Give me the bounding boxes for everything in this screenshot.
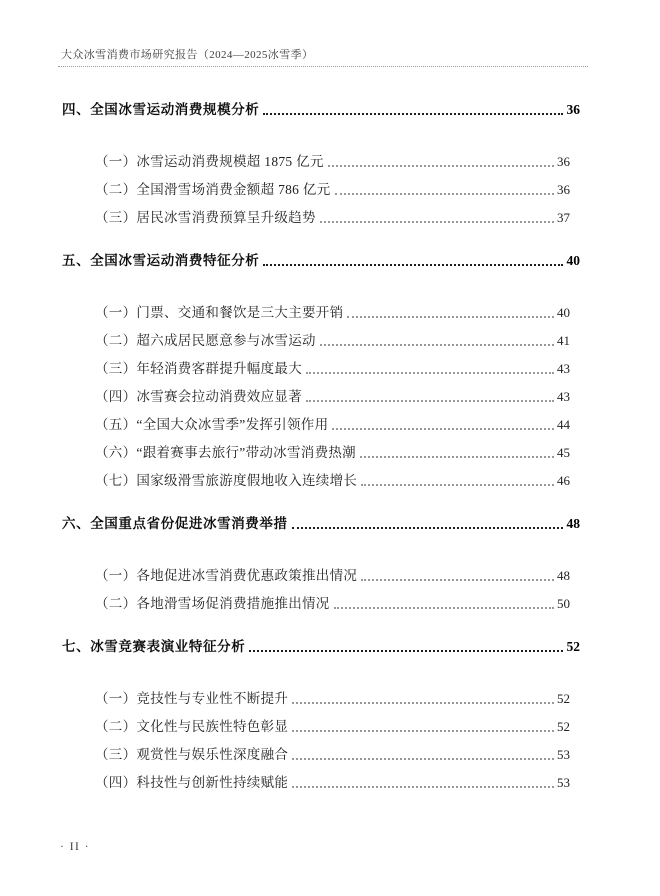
toc-section-heading-page-number: 52	[566, 639, 580, 654]
toc-item-page-number: 40	[557, 305, 570, 320]
footer-page-number: · II ·	[60, 841, 91, 853]
dot-leader	[292, 702, 554, 704]
toc-item-page-number: 37	[557, 210, 570, 225]
toc-section-heading	[62, 639, 580, 654]
toc-item	[62, 719, 580, 734]
toc-item-label: （二）各地滑雪场促消费措施推出情况	[95, 596, 330, 611]
toc-item	[62, 473, 580, 488]
toc-item-page-number: 45	[557, 445, 570, 460]
dot-leader	[332, 428, 554, 430]
toc-item-page-number: 48	[557, 568, 570, 583]
toc-item-label: （一）各地促进冰雪消费优惠政策推出情况	[95, 568, 358, 583]
toc-item-page-number: 36	[557, 182, 570, 197]
toc-item-label: （四）冰雪赛会拉动消费效应显著	[95, 389, 302, 404]
running-header-title: 大众冰雪消费市场研究报告（2024—2025冰雪季）	[61, 49, 314, 61]
toc-section	[62, 102, 580, 225]
toc-item-label: （五）“全国大众冰雪季”发挥引领作用	[95, 417, 329, 432]
dot-leader	[292, 730, 554, 732]
dot-leader	[335, 193, 555, 195]
toc-item	[62, 361, 580, 376]
toc-section-heading	[62, 102, 580, 117]
toc-item-page-number: 43	[557, 389, 570, 404]
dot-leader	[360, 456, 554, 458]
toc-item	[62, 389, 580, 404]
toc-item-page-number: 36	[557, 154, 570, 169]
toc-item-label: （二）超六成居民愿意参与冰雪运动	[95, 333, 316, 348]
toc-item	[62, 182, 580, 197]
toc-section-heading-page-number: 48	[566, 516, 580, 531]
toc-section	[62, 639, 580, 790]
dot-leader	[263, 113, 562, 115]
dot-leader	[292, 527, 563, 529]
toc-section-heading-label: 五、全国冰雪运动消费特征分析	[62, 253, 260, 268]
toc-item-label: （三）年轻消费客群提升幅度最大	[95, 361, 302, 376]
toc-item	[62, 775, 580, 790]
dot-leader	[292, 758, 554, 760]
toc-item-label: （一）冰雪运动消费规模超 1875 亿元	[95, 154, 324, 169]
toc-item-label: （一）门票、交通和餐饮是三大主要开销	[95, 305, 344, 320]
toc-section-heading-label: 六、全国重点省份促进冰雪消费举措	[62, 516, 288, 531]
dot-leader	[320, 221, 554, 223]
toc-section-heading-page-number: 36	[566, 102, 580, 117]
toc-item	[62, 333, 580, 348]
toc-item	[62, 747, 580, 762]
toc-section	[62, 516, 580, 611]
dot-leader	[328, 165, 554, 167]
dot-leader	[361, 484, 554, 486]
toc-item-page-number: 52	[557, 691, 570, 706]
toc-item-page-number: 53	[557, 775, 570, 790]
toc-item-label: （三）观赏性与娱乐性深度融合	[95, 747, 289, 762]
dot-leader	[249, 650, 562, 652]
toc-item-page-number: 52	[557, 719, 570, 734]
toc-item-label: （一）竞技性与专业性不断提升	[95, 691, 289, 706]
toc-item	[62, 691, 580, 706]
dot-leader	[306, 372, 554, 374]
toc-item	[62, 596, 580, 611]
toc-item-page-number: 43	[557, 361, 570, 376]
toc-item-page-number: 41	[557, 333, 570, 348]
dot-leader	[292, 786, 554, 788]
toc-item	[62, 210, 580, 225]
toc-item	[62, 568, 580, 583]
toc-item-page-number: 46	[557, 473, 570, 488]
toc-item-label: （二）全国滑雪场消费金额超 786 亿元	[95, 182, 331, 197]
toc-item-page-number: 50	[557, 596, 570, 611]
toc-item	[62, 417, 580, 432]
toc-item-label: （三）居民冰雪消费预算呈升级趋势	[95, 210, 316, 225]
dot-leader	[320, 344, 554, 346]
toc-section-heading-label: 七、冰雪竞赛表演业特征分析	[62, 639, 246, 654]
toc-section-heading	[62, 253, 580, 268]
table-of-contents	[62, 102, 580, 818]
toc-item-label: （四）科技性与创新性持续赋能	[95, 775, 289, 790]
toc-item-page-number: 44	[557, 417, 570, 432]
toc-item	[62, 305, 580, 320]
dot-leader	[347, 316, 554, 318]
toc-item	[62, 154, 580, 169]
dot-leader	[361, 579, 554, 581]
toc-item-label: （七）国家级滑雪旅游度假地收入连续增长	[95, 473, 358, 488]
dot-leader	[334, 607, 554, 609]
toc-section-heading-label: 四、全国冰雪运动消费规模分析	[62, 102, 260, 117]
toc-section-heading	[62, 516, 580, 531]
toc-item-label: （二）文化性与民族性特色彰显	[95, 719, 289, 734]
toc-item-page-number: 53	[557, 747, 570, 762]
header-divider	[58, 66, 588, 67]
toc-item-label: （六）“跟着赛事去旅行”带动冰雪消费热潮	[95, 445, 356, 460]
dot-leader	[306, 400, 554, 402]
dot-leader	[263, 264, 562, 266]
toc-section-heading-page-number: 40	[566, 253, 580, 268]
toc-section	[62, 253, 580, 488]
toc-item	[62, 445, 580, 460]
